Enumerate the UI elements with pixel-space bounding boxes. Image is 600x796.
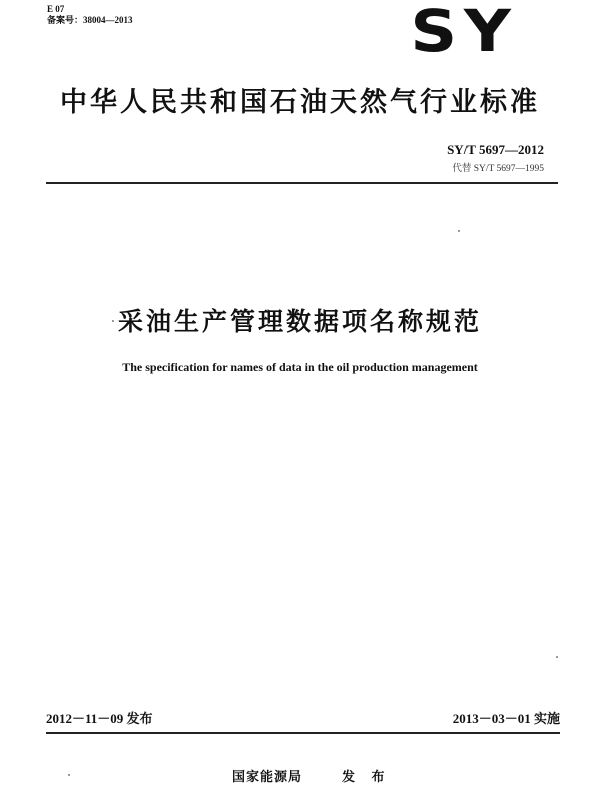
header-codes: [47, 4, 133, 26]
scan-speck: [556, 656, 558, 658]
scan-speck: [68, 774, 70, 776]
publish-word: 发 布: [342, 770, 391, 785]
organization-heading: 中华人民共和国石油天然气行业标准: [60, 87, 540, 118]
scan-speck: [112, 320, 114, 322]
publisher-name: 国家能源局: [232, 770, 303, 785]
effective-date: 2013－03－01 实施: [452, 711, 560, 726]
classification-code: E 07: [47, 4, 65, 14]
issue-date: 2012－11－09 发布: [46, 711, 153, 726]
document-title-en: The specification for names of data in the oil production management: [122, 360, 478, 374]
sy-logo: SY: [410, 0, 518, 65]
standard-number: SY/T 5697—2012: [447, 142, 544, 157]
filing-number: 备案号：38004—2013: [47, 15, 133, 25]
bottom-rule: [46, 732, 560, 734]
replaces-standard: 代替 SY/T 5697—1995: [452, 164, 544, 174]
document-title-cn: 采油生产管理数据项名称规范: [117, 307, 482, 336]
top-rule: [46, 182, 558, 184]
scan-speck: [458, 230, 460, 232]
